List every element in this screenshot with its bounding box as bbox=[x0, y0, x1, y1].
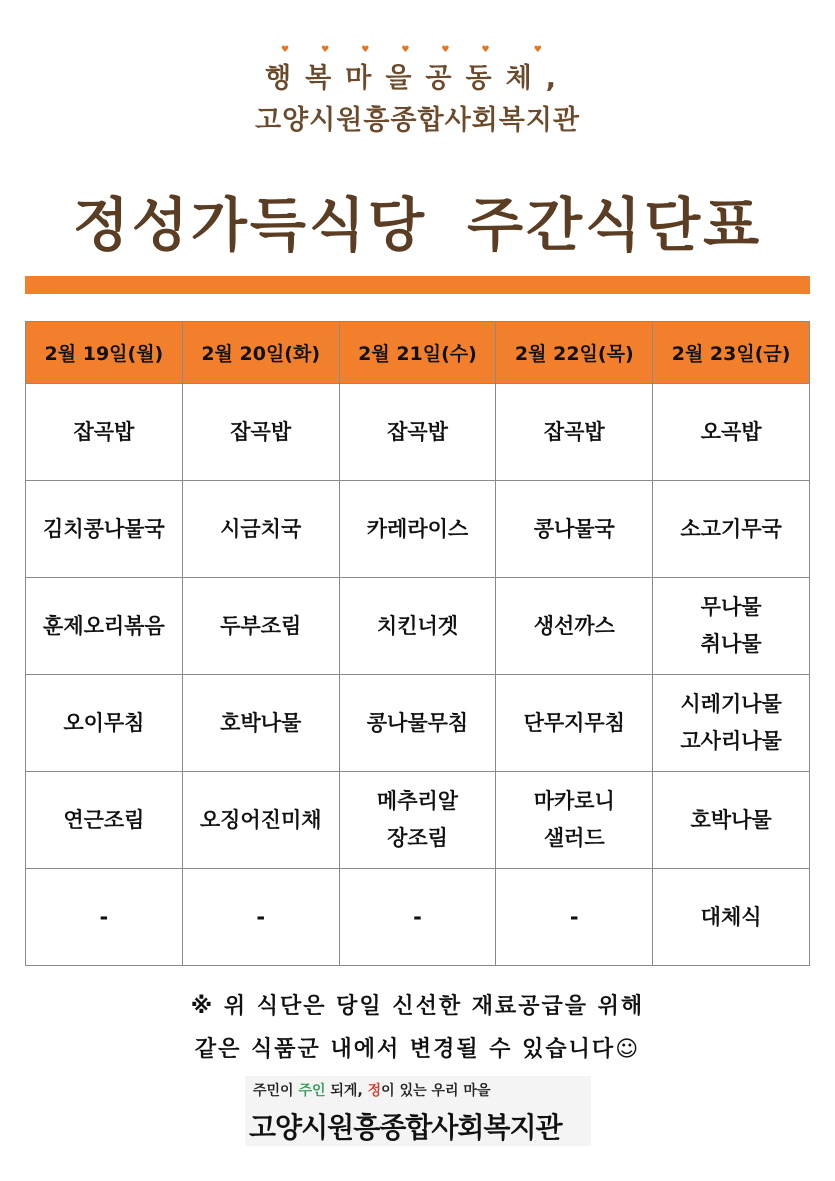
title-part-1: 정성가득식당 bbox=[72, 191, 428, 259]
menu-cell-wed bbox=[339, 869, 496, 966]
menu-cell-fri bbox=[653, 578, 810, 675]
org-slogan-char-text: 공 bbox=[425, 63, 466, 94]
menu-item: 시금치국 bbox=[220, 516, 302, 541]
menu-item: 훈제오리볶음 bbox=[43, 613, 165, 638]
menu-cell-wed bbox=[339, 384, 496, 481]
menu-item: 소고기무국 bbox=[680, 516, 782, 541]
menu-cell-mon bbox=[26, 772, 183, 869]
org-slogan-char bbox=[265, 45, 306, 95]
menu-cell-thu bbox=[496, 772, 653, 869]
menu-item: 콩나물무침 bbox=[366, 710, 469, 735]
menu-cell-fri bbox=[653, 869, 810, 966]
menu-item: 치킨너겟 bbox=[376, 613, 459, 638]
slogan-part-d: 정 bbox=[367, 1083, 382, 1099]
org-slogan-char bbox=[465, 45, 506, 95]
menu-item: - bbox=[99, 904, 109, 929]
menu-item: 샐러드 bbox=[543, 826, 605, 850]
menu-item: 호박나물 bbox=[220, 710, 302, 735]
menu-item: 카레라이스 bbox=[366, 516, 469, 541]
org-name-top: 고양시원흥종합사회복지관 bbox=[255, 105, 580, 136]
org-slogan-char bbox=[345, 45, 386, 95]
menu-cell-thu bbox=[496, 869, 653, 966]
org-slogan-line bbox=[0, 45, 835, 96]
menu-body bbox=[26, 384, 810, 966]
menu-item: 고사리나물 bbox=[680, 729, 782, 753]
footer-slogan bbox=[253, 1080, 490, 1100]
day-header-mon: 2월 19일(월) bbox=[26, 322, 183, 384]
org-slogan-char bbox=[505, 45, 570, 95]
menu-cell-tue bbox=[182, 675, 339, 772]
heart-icon: ♥ bbox=[361, 45, 370, 55]
menu-row bbox=[26, 675, 810, 772]
menu-item: - bbox=[569, 904, 579, 929]
heart-icon: ♥ bbox=[441, 45, 450, 55]
page-title bbox=[0, 178, 835, 262]
menu-row bbox=[26, 772, 810, 869]
org-slogan-char bbox=[305, 45, 346, 95]
menu-item: 취나물 bbox=[700, 632, 762, 656]
menu-item: 잡곡밥 bbox=[387, 419, 448, 444]
menu-item: 콩나물국 bbox=[533, 516, 615, 541]
menu-item: 생선까스 bbox=[533, 613, 615, 638]
menu-item: 잡곡밥 bbox=[230, 419, 292, 444]
menu-cell-fri bbox=[653, 675, 810, 772]
menu-item: 잡곡밥 bbox=[543, 419, 605, 444]
menu-item: 오곡밥 bbox=[700, 419, 762, 444]
day-header-tue: 2월 20일(화) bbox=[182, 322, 339, 384]
menu-cell-tue bbox=[182, 772, 339, 869]
menu-row bbox=[26, 384, 810, 481]
org-slogan-char bbox=[425, 45, 466, 95]
menu-item: 시레기나물 bbox=[680, 692, 782, 716]
menu-item: 오징어진미채 bbox=[199, 807, 322, 832]
day-header-fri: 2월 23일(금) bbox=[653, 322, 810, 384]
menu-cell-mon bbox=[26, 481, 183, 578]
org-slogan-char-text: 마 bbox=[345, 63, 386, 94]
footer-org-name: 고양시원흥종합사회복지관 bbox=[249, 1111, 562, 1144]
menu-item: - bbox=[256, 904, 266, 929]
menu-item: 마카로니 bbox=[533, 789, 615, 813]
menu-cell-thu bbox=[496, 675, 653, 772]
menu-row bbox=[26, 481, 810, 578]
title-part-2: 주간식단표 bbox=[467, 191, 763, 259]
org-slogan-char-text: 체, bbox=[505, 63, 570, 94]
slogan-part-b: 주인 bbox=[298, 1083, 326, 1099]
notice-line-1: ※ 위 식단은 당일 신선한 재료공급을 위해 bbox=[190, 994, 645, 1019]
heart-icon: ♥ bbox=[401, 45, 410, 55]
menu-row bbox=[26, 869, 810, 966]
day-header-wed: 2월 21일(수) bbox=[339, 322, 496, 384]
menu-cell-wed bbox=[339, 481, 496, 578]
menu-item: 메추리알 bbox=[376, 789, 459, 813]
menu-row bbox=[26, 578, 810, 675]
menu-cell-tue bbox=[182, 869, 339, 966]
heart-icon: ♥ bbox=[533, 45, 542, 55]
heart-icon: ♥ bbox=[481, 45, 490, 55]
org-slogan-char-text: 행 bbox=[265, 63, 306, 94]
heart-icon: ♥ bbox=[281, 45, 290, 55]
menu-item: 두부조림 bbox=[220, 613, 302, 638]
org-slogan-char bbox=[385, 45, 426, 95]
org-slogan-char-text: 을 bbox=[385, 63, 426, 94]
menu-item: 연근조림 bbox=[63, 807, 145, 832]
heart-icon: ♥ bbox=[321, 45, 330, 55]
menu-item: 무나물 bbox=[700, 595, 762, 619]
slogan-part-c: 되게, bbox=[325, 1083, 368, 1099]
footer-logo-block bbox=[245, 1076, 591, 1146]
menu-cell-thu bbox=[496, 384, 653, 481]
org-slogan-char-text: 복 bbox=[305, 63, 346, 94]
menu-cell-fri bbox=[653, 481, 810, 578]
title-divider-bar bbox=[25, 276, 810, 294]
menu-cell-fri bbox=[653, 384, 810, 481]
menu-cell-fri bbox=[653, 772, 810, 869]
menu-item: 오이무침 bbox=[63, 710, 145, 735]
menu-cell-wed bbox=[339, 578, 496, 675]
menu-cell-wed bbox=[339, 772, 496, 869]
org-slogan-char-text: 동 bbox=[465, 63, 506, 94]
menu-item: 잡곡밥 bbox=[73, 419, 135, 444]
slogan-part-e: 이 있는 우리 마을 bbox=[381, 1083, 491, 1099]
menu-item: - bbox=[413, 904, 422, 929]
menu-cell-mon bbox=[26, 384, 183, 481]
day-header-thu: 2월 22일(목) bbox=[496, 322, 653, 384]
slogan-part-a: 주민이 bbox=[253, 1083, 299, 1099]
menu-item: 단무지무침 bbox=[523, 710, 625, 735]
menu-cell-tue bbox=[182, 384, 339, 481]
notice-line-2: 같은 식품군 내에서 변경될 수 있습니다☺ bbox=[194, 1037, 641, 1062]
weekly-menu-table bbox=[25, 321, 810, 966]
menu-item: 장조림 bbox=[387, 826, 448, 850]
menu-cell-wed bbox=[339, 675, 496, 772]
menu-cell-tue bbox=[182, 578, 339, 675]
menu-item: 호박나물 bbox=[690, 807, 772, 832]
menu-cell-thu bbox=[496, 481, 653, 578]
day-header-row bbox=[26, 322, 810, 384]
menu-item: 대체식 bbox=[700, 904, 762, 929]
menu-cell-thu bbox=[496, 578, 653, 675]
menu-item: 김치콩나물국 bbox=[43, 516, 165, 541]
menu-cell-mon bbox=[26, 578, 183, 675]
menu-cell-mon bbox=[26, 675, 183, 772]
menu-cell-tue bbox=[182, 481, 339, 578]
menu-cell-mon bbox=[26, 869, 183, 966]
